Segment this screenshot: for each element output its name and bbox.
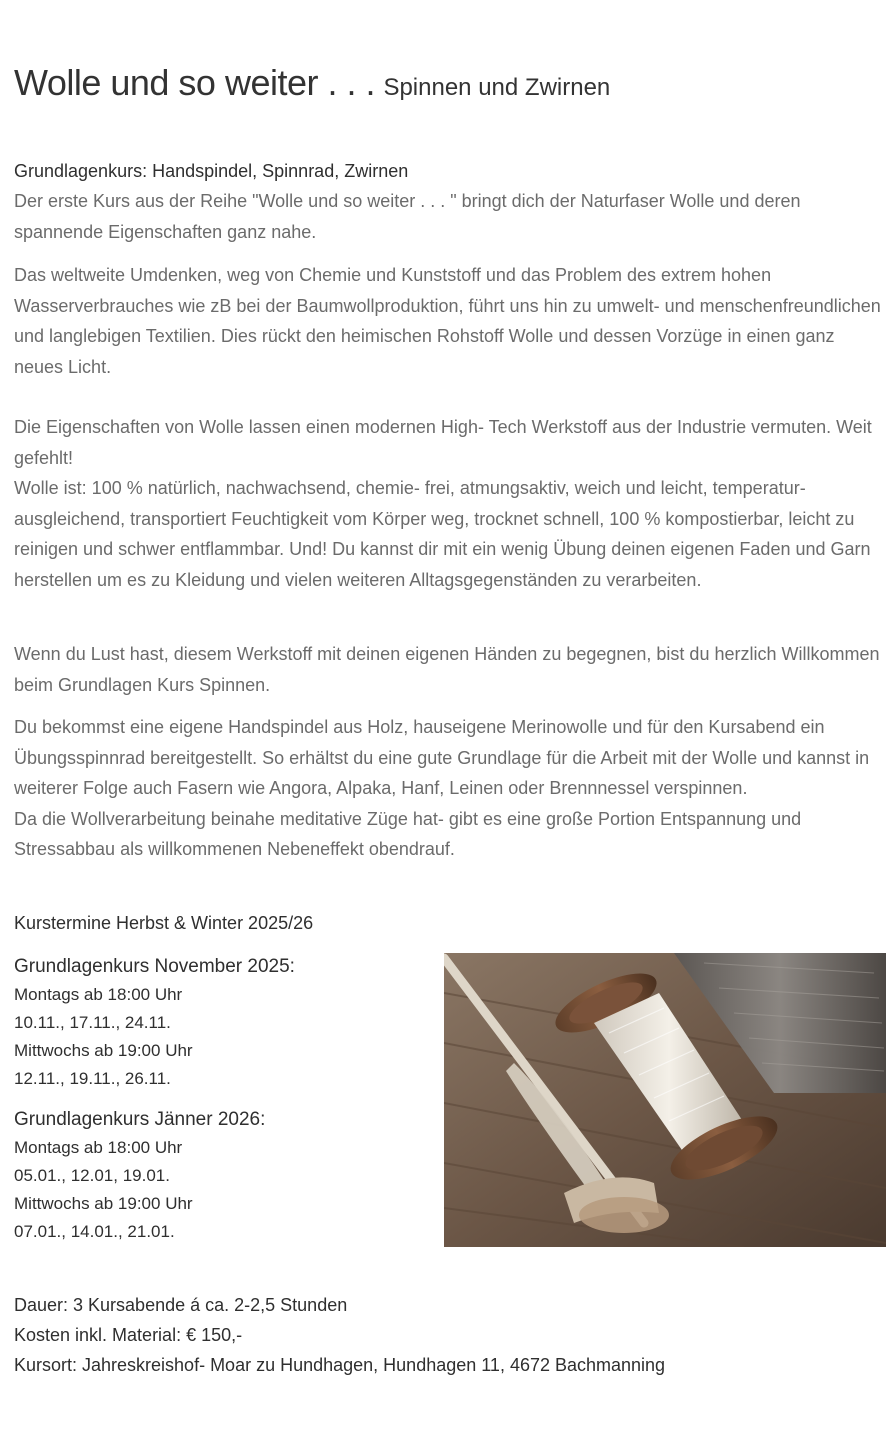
intro-heading: Grundlagenkurs: Handspindel, Spinnrad, Zwirnen — [14, 161, 409, 181]
materials-block — [14, 712, 886, 865]
intro-section — [14, 156, 886, 247]
title-subtitle: Spinnen und Zwirnen — [383, 74, 611, 101]
intro-paragraph-6: Du bekommst eine eigene Handspindel aus Holz, hauseigene Merinowolle und für den Kursabend ein Übungsspinnrad bereitgestellt. So erhältst du eine gute Grundlage für die Arbeit mit der Wolle und kannst in weiterer Folge auch Fasern wie Angora, Alpaka, Hanf, Leinen oder Brennnessel verspinnen. — [14, 717, 870, 798]
course-day: Mittwochs ab 19:00 Uhr — [14, 1041, 193, 1060]
schedule-heading-block — [14, 908, 886, 938]
location-text: Kursort: Jahreskreishof- Moar zu Hundhagen, Hundhagen 11, 4672 Bachmanning — [14, 1355, 666, 1375]
page-title — [14, 62, 610, 104]
course-dates-list: 05.01., 12.01, 19.01. — [14, 1166, 170, 1185]
intro-paragraph-4: Wolle ist: 100 % natürlich, nachwachsend, chemie- frei, atmungsaktiv, weich und leicht, temperatur- ausgleichend, transportiert Feuchtigkeit vom Körper weg, trocknet schnell, 100 % kompostierbar, leicht zu reinigen und schwer entflammbar. Und! Du kannst dir mit ein wenig Übung deinen eigenen Faden und Garn herstellen um es zu Kleidung und vielen weiteren Alltagsgegenständen zu verarbeiten. — [14, 478, 871, 590]
cost-text: Kosten inkl. Material: € 150,- — [14, 1325, 243, 1345]
title-main: Wolle und so weiter . . . — [14, 62, 375, 103]
course-group-january — [14, 1105, 434, 1246]
intro-paragraph-2: Das weltweite Umdenken, weg von Chemie und Kunststoff und das Problem des extrem hohen Wasserverbrauches wie zB bei der Baumwollproduktion, führt uns hin zu umwelt- und menschenfreundlichen und langlebigen Textilien. Dies rückt den heimischen Rohstoff Wolle und dessen Vorzüge in einen ganz neues Licht. — [14, 265, 881, 377]
course-details — [14, 1290, 886, 1380]
duration-text: Dauer: 3 Kursabende á ca. 2-2,5 Stunden — [14, 1295, 348, 1315]
intro-paragraph-7: Da die Wollverarbeitung beinahe meditative Züge hat- gibt es eine große Portion Entspannung und Stressabbau als willkommenen Nebeneffekt obendrauf. — [14, 808, 802, 859]
intro-paragraph-1: Der erste Kurs aus der Reihe "Wolle und so weiter . . . " bringt dich der Naturfaser Wolle und deren spannende Eigenschaften ganz nahe. — [14, 191, 801, 242]
spinning-wheel-bobbin-photo-icon — [444, 953, 886, 1247]
course-group-november — [14, 952, 434, 1093]
intro-paragraph-3: Die Eigenschaften von Wolle lassen einen modernen High- Tech Werkstoff aus der Industrie vermuten. Weit gefehlt! — [14, 417, 872, 468]
course-dates-list: 07.01., 14.01., 21.01. — [14, 1222, 175, 1241]
course-day: Mittwochs ab 19:00 Uhr — [14, 1194, 193, 1213]
course-dates-list: 12.11., 19.11., 26.11. — [14, 1069, 171, 1088]
course-day: Montags ab 18:00 Uhr — [14, 1138, 183, 1157]
course-dates-list: 10.11., 17.11., 24.11. — [14, 1013, 171, 1032]
course-dates — [14, 952, 434, 1246]
course-title: Grundlagenkurs Jänner 2026: — [14, 1109, 266, 1130]
course-day: Montags ab 18:00 Uhr — [14, 985, 183, 1004]
intro-paragraph-5: Wenn du Lust hast, diesem Werkstoff mit deinen eigenen Händen zu begegnen, bist du herzlich Willkommen beim Grundlagen Kurs Spinnen. — [14, 644, 880, 695]
properties-block — [14, 412, 886, 595]
invite-block — [14, 639, 886, 700]
schedule-heading: Kurstermine Herbst & Winter 2025/26 — [14, 913, 314, 933]
paragraph-block — [14, 260, 886, 382]
course-title: Grundlagenkurs November 2025: — [14, 956, 295, 977]
